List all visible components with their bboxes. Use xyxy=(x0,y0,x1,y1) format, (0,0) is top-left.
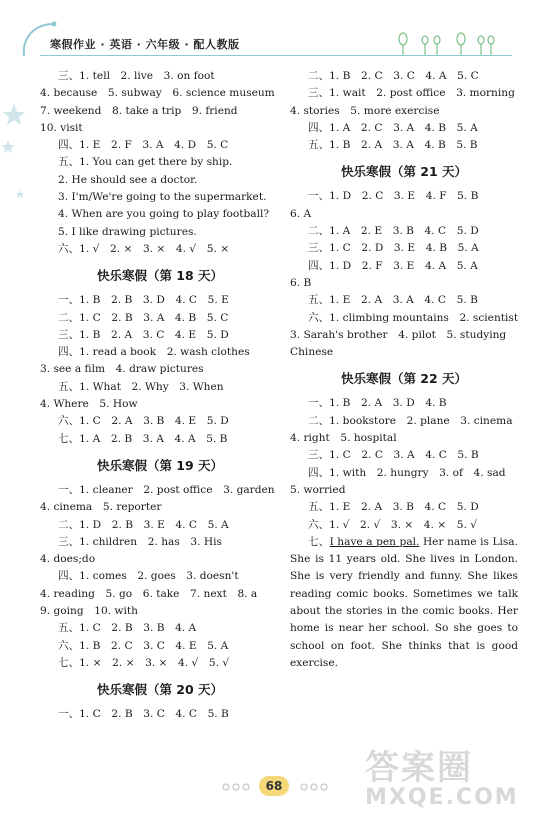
answer-line: 六、1. √ 2. × 3. × 4. √ 5. × xyxy=(58,242,230,255)
answer-line: 一、1. cleaner 2. post office 3. garden xyxy=(58,483,275,496)
answer-line: 二、1. bookstore 2. plane 3. cinema xyxy=(308,414,513,427)
answer-line: 六、1. B 2. C 3. C 4. E 5. A xyxy=(58,639,229,652)
answer-line: 五、1. What 2. Why 3. When xyxy=(58,380,224,393)
decorative-stars-icon xyxy=(0,100,30,220)
answer-line: 4. right 5. hospital xyxy=(290,432,397,445)
answers-day22 xyxy=(290,395,518,533)
decorative-trees-icon xyxy=(395,30,505,56)
answer-line: 四、1. A 2. C 3. A 4. B 5. A xyxy=(308,121,478,134)
page-header xyxy=(0,0,548,60)
answers-day20-continued xyxy=(290,68,518,154)
section-title-day18: 快乐寒假（第 18 天） xyxy=(96,268,224,284)
answer-line: 10. visit xyxy=(40,121,83,134)
paragraph-lead: 七、 xyxy=(308,535,330,548)
answer-line: 五、1. C 2. B 3. B 4. A xyxy=(58,622,197,635)
writing-answer-paragraph xyxy=(290,534,518,672)
answer-line: 六、1. √ 2. √ 3. × 4. × 5. √ xyxy=(308,518,477,531)
answer-line: 三、1. children 2. has 3. His xyxy=(58,535,222,548)
paragraph-underlined-sentence: I have a pen pal. xyxy=(329,535,420,548)
watermark-logo xyxy=(365,740,519,810)
answer-line: 6. A xyxy=(290,207,312,220)
answer-line: 四、1. E 2. F 3. A 4. D 5. C xyxy=(58,139,229,152)
answer-line: 一、1. B 2. A 3. D 4. B xyxy=(308,397,447,410)
page-number: 68 xyxy=(259,776,289,796)
answer-line: 二、1. B 2. C 3. C 4. A 5. C xyxy=(308,70,479,82)
header-title: 寒假作业 · 英语 · 六年级 · 配人教版 xyxy=(50,38,240,51)
answer-line: 三、1. C 2. C 3. A 4. C 5. B xyxy=(308,449,479,462)
answer-line: 4. Where 5. How xyxy=(40,398,138,411)
answer-line: 三、1. C 2. D 3. E 4. B 5. A xyxy=(308,242,479,255)
answer-line: 五、1. You can get there by ship. xyxy=(58,156,233,169)
answer-line: 二、1. D 2. B 3. E 4. C 5. A xyxy=(58,518,229,531)
answer-line: 五、1. E 2. A 3. A 4. C 5. B xyxy=(308,294,478,307)
answer-line: 5. worried xyxy=(290,483,346,496)
answer-line: 四、1. with 2. hungry 3. of 4. sad xyxy=(308,466,506,479)
watermark-line-2: MXQE.COM xyxy=(365,785,519,810)
answer-line: 二、1. C 2. B 3. A 4. B 5. C xyxy=(58,311,229,324)
answers-day18 xyxy=(40,292,280,448)
answer-line: 3. Sarah's brother 4. pilot 5. studying xyxy=(290,328,507,341)
answer-line: 3. I'm/We're going to the supermarket. xyxy=(58,191,267,204)
answer-line: 四、1. D 2. F 3. E 4. A 5. A xyxy=(308,259,478,272)
right-column xyxy=(290,68,518,672)
section-title-day21: 快乐寒假（第 21 天） xyxy=(340,164,468,180)
answer-line: 3. see a film 4. draw pictures xyxy=(40,363,204,376)
paragraph-body: Her name is Lisa. She is 11 years old. She lives in London. She is very friendly and funny. She likes reading comic books. Sometimes we talk about the stories in the comic books. Her home is near her school. So she goes to school on foot. She thinks that is good exercise. xyxy=(290,535,518,669)
answer-line: 4. because 5. subway 6. science museum xyxy=(40,87,275,100)
answer-line: 4. cinema 5. reporter xyxy=(40,501,162,514)
answer-line: 一、1. C 2. B 3. C 4. C 5. B xyxy=(58,708,229,721)
answers-day21 xyxy=(290,188,518,361)
answer-line: 二、1. A 2. E 3. B 4. C 5. D xyxy=(308,225,479,238)
answer-line: 一、1. D 2. C 3. E 4. F 5. B xyxy=(308,190,479,203)
answer-line: 9. going 10. with xyxy=(40,605,138,618)
answers-day17-continued xyxy=(40,68,280,258)
answer-line: 4. does;do xyxy=(40,553,96,566)
section-title-day19: 快乐寒假（第 19 天） xyxy=(96,457,224,473)
answer-line: 七、1. × 2. × 3. × 4. √ 5. √ xyxy=(58,656,230,669)
answer-line: 4. reading 5. go 6. take 7. next 8. a xyxy=(40,587,258,600)
answer-line: 六、1. C 2. A 3. B 4. E 5. D xyxy=(58,415,229,428)
answer-line: 7. weekend 8. take a trip 9. friend xyxy=(40,104,238,117)
answer-line: 6. B xyxy=(290,276,312,289)
answer-line: 4. When are you going to play football? xyxy=(58,208,270,221)
watermark-line-1: 答案圈 xyxy=(365,748,473,788)
left-column xyxy=(40,68,280,724)
answer-line: 三、1. tell 2. live 3. on foot xyxy=(58,70,215,82)
answer-line: Chinese xyxy=(290,346,334,359)
answer-line: 四、1. read a book 2. wash clothes xyxy=(58,346,250,359)
answer-line: 五、1. B 2. A 3. A 4. B 5. B xyxy=(308,139,478,152)
answer-line: 四、1. comes 2. goes 3. doesn't xyxy=(58,570,239,583)
answers-day20 xyxy=(40,706,280,723)
answer-line: 5. I like drawing pictures. xyxy=(58,225,197,238)
header-divider xyxy=(40,55,512,56)
answer-line: 4. stories 5. more exercise xyxy=(290,104,440,117)
answers-day19 xyxy=(40,482,280,672)
answer-line: 三、1. wait 2. post office 3. morning xyxy=(308,87,515,100)
answer-line: 六、1. climbing mountains 2. scientist xyxy=(308,311,519,324)
answer-line: 2. He should see a doctor. xyxy=(58,173,198,186)
answer-line: 一、1. B 2. B 3. D 4. C 5. E xyxy=(58,294,229,307)
section-title-day20: 快乐寒假（第 20 天） xyxy=(96,682,224,698)
answer-line: 三、1. B 2. A 3. C 4. E 5. D xyxy=(58,328,229,341)
section-title-day22: 快乐寒假（第 22 天） xyxy=(340,371,468,387)
answer-line: 五、1. E 2. A 3. B 4. C 5. D xyxy=(308,501,479,514)
answer-line: 七、1. A 2. B 3. A 4. A 5. B xyxy=(58,432,228,445)
